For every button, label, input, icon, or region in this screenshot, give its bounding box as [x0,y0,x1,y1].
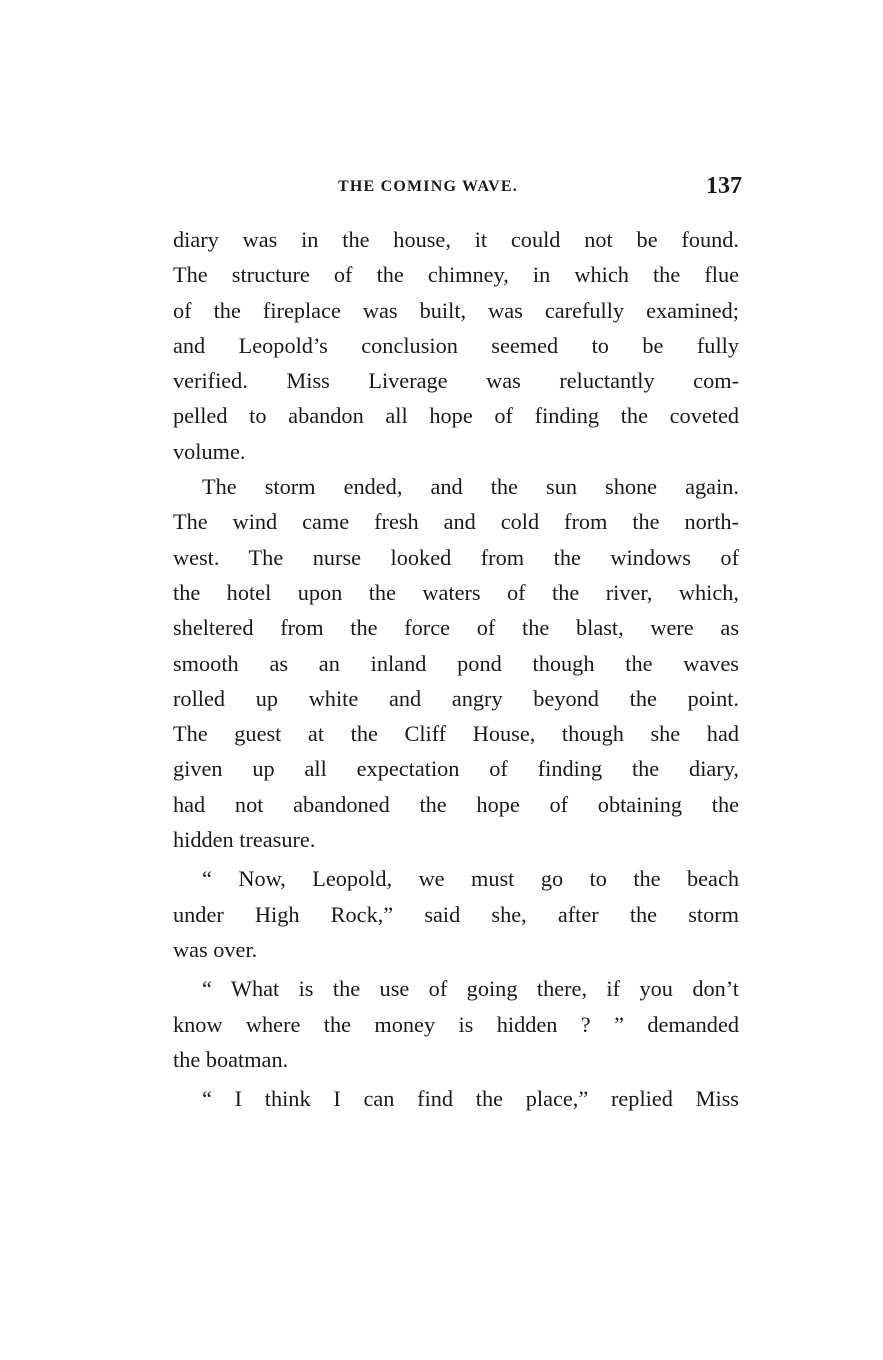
text-line: The storm ended, and the sun shone again. [202,474,739,500]
text-line: diary was in the house, it could not be found. [173,227,739,252]
paragraph [173,222,739,469]
text-line: smooth as an inland pond though the waves [173,650,739,676]
text-line: under High Rock,” said she, after the storm [173,901,739,927]
text-line: hidden treasure. [173,827,316,853]
running-title: THE COMING WAVE. [338,178,518,195]
page-header [338,173,742,204]
text-line: know where the money is hidden ? ” demanded [173,1011,739,1037]
text-line: was over. [173,936,258,962]
text-line: had not abandoned the hope of obtaining the [173,791,739,817]
page-number: 137 [706,173,742,199]
text-line: The wind came fresh and cold from the north- [173,509,739,535]
paragraph [173,469,739,857]
text-line: pelled to abandon all hope of finding the coveted [173,403,739,429]
text-line: the boatman. [173,1046,289,1072]
text-line: west. The nurse looked from the windows of [173,544,739,570]
text-line: sheltered from the force of the blast, were as [173,615,739,641]
text-line: of the fireplace was built, was carefully examined; [173,297,739,323]
text-line: verified. Miss Liverage was reluctantly com- [173,368,739,394]
paragraph [173,861,739,967]
text-line: The structure of the chimney, in which the flue [173,262,739,288]
text-line: and Leopold’s conclusion seemed to be fully [173,332,739,358]
paragraph [173,971,739,1077]
text-line: given up all expectation of finding the diary, [173,756,739,782]
text-line: rolled up white and angry beyond the point. [173,685,739,711]
body-text [173,222,739,1116]
text-line: “ I think I can find the place,” replied Miss [202,1086,739,1112]
text-line: “ Now, Leopold, we must go to the beach [202,866,739,892]
text-line: “ What is the use of going there, if you don’t [202,976,739,1002]
paragraph [173,1081,739,1116]
text-line: volume. [173,438,246,464]
text-line: The guest at the Cliff House, though she had [173,721,739,747]
text-line: the hotel upon the waters of the river, which, [173,579,739,605]
